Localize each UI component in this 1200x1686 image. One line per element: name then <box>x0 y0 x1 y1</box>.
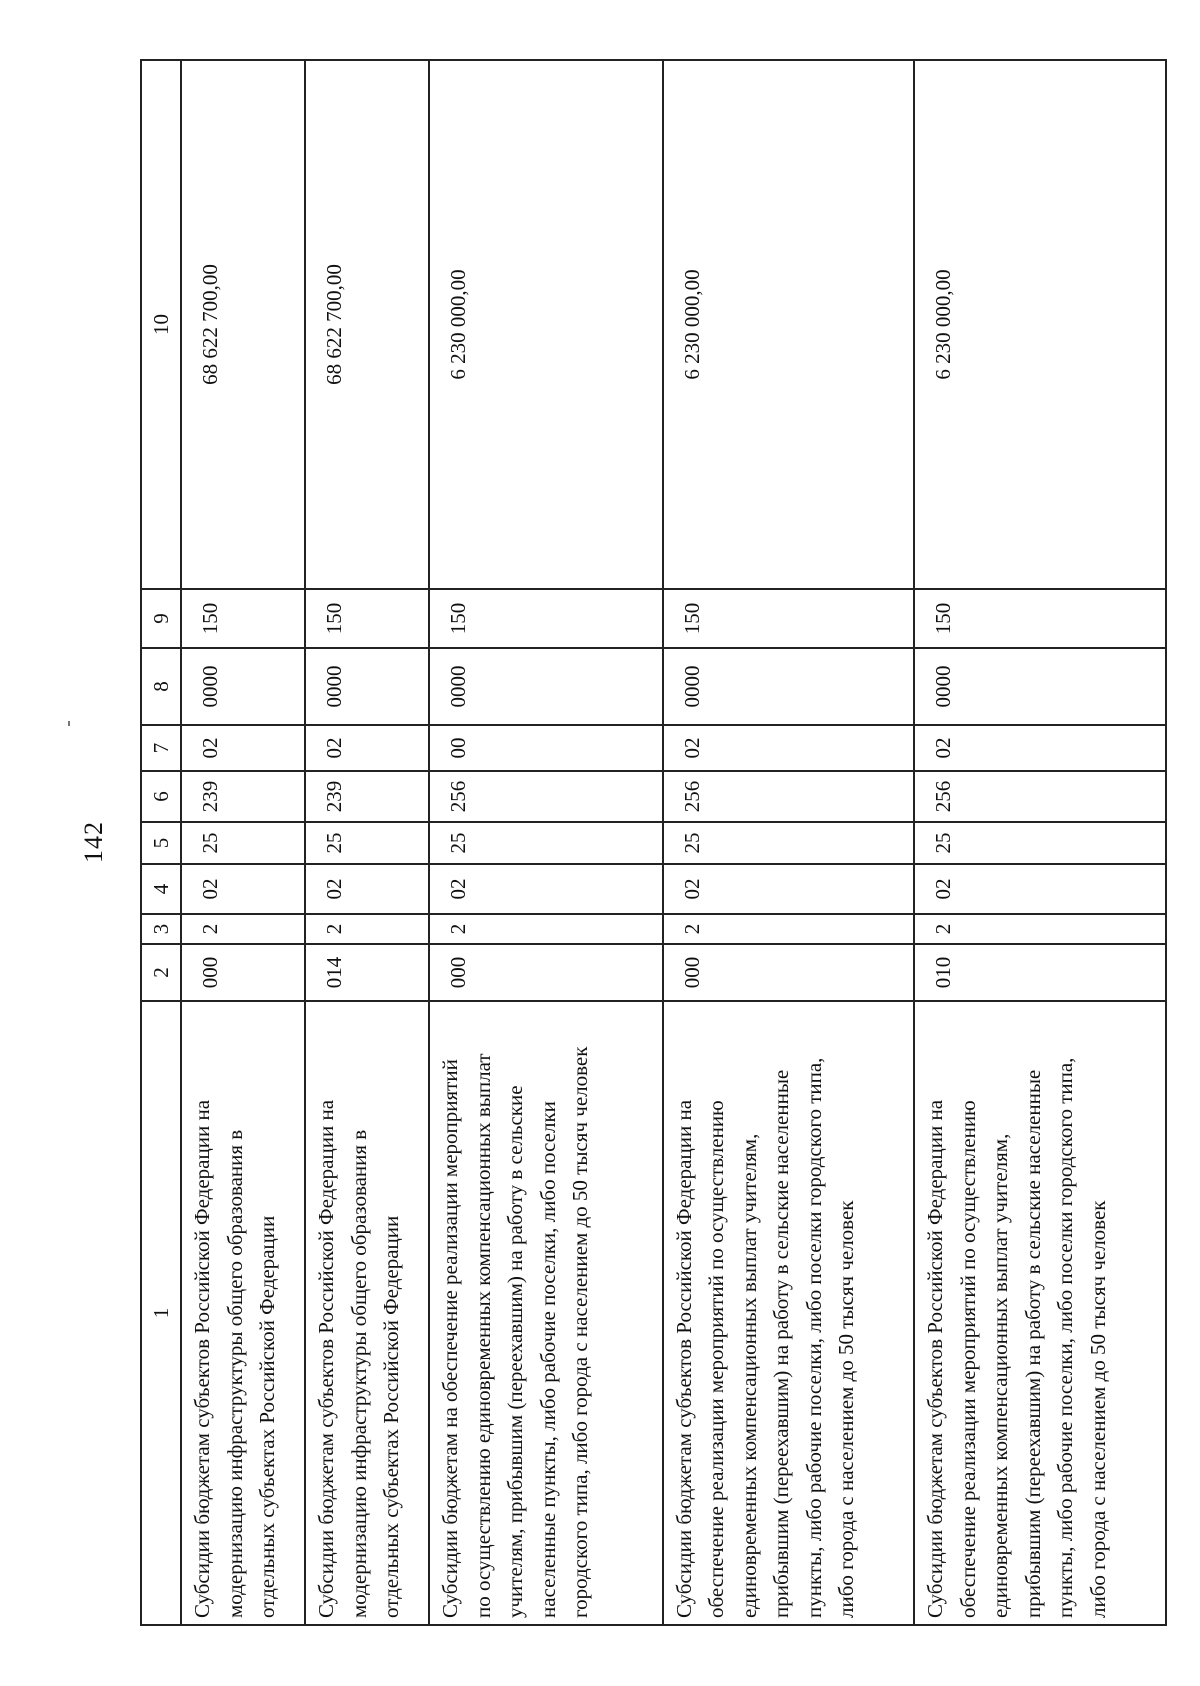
description-line: по осуществлению единовременных компенсационных выплат <box>470 1053 495 1618</box>
col-header-8: 8 <box>141 648 181 725</box>
cell-group: 2 <box>305 914 429 944</box>
row-description <box>663 1001 915 1625</box>
table-row <box>429 60 662 1625</box>
cell-article: 25 <box>181 822 305 864</box>
cell-program: 0000 <box>663 648 915 725</box>
description-line: Субсидии бюджетам субъектов Российской Федерации на <box>923 1099 948 1618</box>
description-line: Субсидии бюджетам субъектов Российской Федерации на <box>671 1099 696 1618</box>
row-description <box>181 1001 305 1625</box>
cell-group: 2 <box>429 914 662 944</box>
table-row <box>305 60 429 1625</box>
cell-element: 02 <box>663 725 915 771</box>
description-line: отдельных субъектах Российской Федерации <box>255 1215 280 1618</box>
description-line: модернизацию инфраструктуры общего образования в <box>222 1129 247 1618</box>
cell-element: 00 <box>429 725 662 771</box>
cell-admin-code: 014 <box>305 944 429 1001</box>
budget-table <box>140 59 1167 1626</box>
cell-admin-code: 000 <box>663 944 915 1001</box>
cell-subgroup: 02 <box>305 864 429 914</box>
cell-program: 0000 <box>429 648 662 725</box>
cell-subarticle: 256 <box>914 771 1166 822</box>
table-row <box>914 60 1166 1625</box>
description-line: единовременных компенсационных выплат учителям, <box>988 1133 1013 1618</box>
description-line: Субсидии бюджетам субъектов Российской Федерации на <box>190 1099 214 1618</box>
cell-group: 2 <box>181 914 305 944</box>
cell-program: 0000 <box>181 648 305 725</box>
cell-subarticle: 256 <box>429 771 662 822</box>
col-header-3: 3 <box>141 914 181 944</box>
cell-admin-code: 000 <box>181 944 305 1001</box>
description-line: пункты, либо рабочие поселки, либо поселки городского типа, <box>1053 1057 1078 1618</box>
cell-admin-code: 000 <box>429 944 662 1001</box>
description-line: населенные пункты, либо рабочие поселки, либо поселки <box>535 1101 560 1618</box>
description-line: отдельных субъектах Российской Федерации <box>379 1215 404 1618</box>
row-description <box>914 1001 1166 1625</box>
cell-amount: 6 230 000,00 <box>663 60 915 589</box>
table-frame <box>140 61 1167 1626</box>
description-line: обеспечение реализации мероприятий по осуществлению <box>704 1100 729 1618</box>
table-rotated-container <box>140 61 1167 1626</box>
cell-econ-class: 150 <box>429 589 662 648</box>
cell-article: 25 <box>429 822 662 864</box>
description-line: Субсидии бюджетам субъектов Российской Федерации на <box>314 1099 339 1618</box>
col-header-1: 1 <box>141 1001 181 1625</box>
description-line: обеспечение реализации мероприятий по осуществлению <box>955 1100 980 1618</box>
cell-article: 25 <box>914 822 1166 864</box>
cell-group: 2 <box>663 914 915 944</box>
col-header-4: 4 <box>141 864 181 914</box>
row-description <box>305 1001 429 1625</box>
col-header-9: 9 <box>141 589 181 648</box>
cell-subarticle: 239 <box>305 771 429 822</box>
description-line: прибывшим (переехавшим) на работу в сельские населенные <box>1020 1069 1045 1618</box>
cell-element: 02 <box>914 725 1166 771</box>
cell-group: 2 <box>914 914 1166 944</box>
description-line: пункты, либо рабочие поселки, либо поселки городского типа, <box>801 1057 826 1618</box>
col-header-6: 6 <box>141 771 181 822</box>
scan-speck <box>68 721 70 726</box>
description-line: модернизацию инфраструктуры общего образования в <box>346 1129 371 1618</box>
page-number: 142 <box>79 821 108 863</box>
col-header-2: 2 <box>141 944 181 1001</box>
cell-admin-code: 010 <box>914 944 1166 1001</box>
cell-subgroup: 02 <box>663 864 915 914</box>
row-description <box>429 1001 662 1625</box>
cell-program: 0000 <box>305 648 429 725</box>
description-line: Субсидии бюджетам на обеспечение реализации мероприятий <box>438 1059 463 1618</box>
cell-subgroup: 02 <box>914 864 1166 914</box>
header-row <box>141 60 181 1625</box>
cell-subgroup: 02 <box>181 864 305 914</box>
description-line: прибывшим (переехавшим) на работу в сельские населенные <box>769 1069 794 1618</box>
description-line: единовременных компенсационных выплат учителям, <box>736 1133 761 1618</box>
cell-econ-class: 150 <box>181 589 305 648</box>
table-row <box>663 60 915 1625</box>
description-line: городского типа, либо города с населением до 50 тысяч человек <box>568 1046 593 1618</box>
cell-econ-class: 150 <box>663 589 915 648</box>
cell-subarticle: 256 <box>663 771 915 822</box>
cell-econ-class: 150 <box>914 589 1166 648</box>
cell-subgroup: 02 <box>429 864 662 914</box>
cell-amount: 6 230 000,00 <box>914 60 1166 589</box>
description-line: либо города с населением до 50 тысяч человек <box>1086 1200 1110 1618</box>
cell-amount: 6 230 000,00 <box>429 60 662 589</box>
cell-amount: 68 622 700,00 <box>305 60 429 589</box>
cell-program: 0000 <box>914 648 1166 725</box>
cell-econ-class: 150 <box>305 589 429 648</box>
table-row <box>181 60 305 1625</box>
col-header-5: 5 <box>141 822 181 864</box>
cell-subarticle: 239 <box>181 771 305 822</box>
cell-article: 25 <box>305 822 429 864</box>
cell-element: 02 <box>305 725 429 771</box>
description-line: либо города с населением до 50 тысяч человек <box>834 1200 859 1618</box>
col-header-10: 10 <box>141 60 181 589</box>
cell-article: 25 <box>663 822 915 864</box>
cell-element: 02 <box>181 725 305 771</box>
description-line: учителям, прибывшим (переехавшим) на работу в сельские <box>503 1085 528 1618</box>
col-header-7: 7 <box>141 725 181 771</box>
cell-amount: 68 622 700,00 <box>181 60 305 589</box>
